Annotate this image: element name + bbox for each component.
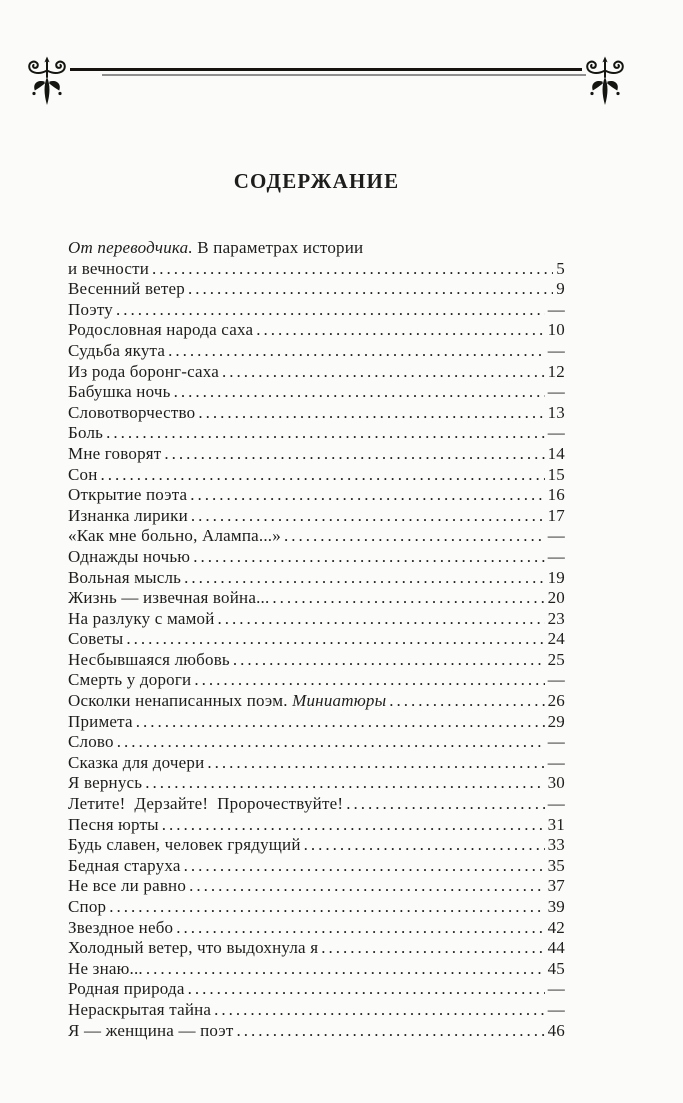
- toc-page-number: 16: [547, 485, 565, 505]
- toc-entry-title: Спор: [68, 897, 107, 916]
- toc-entry-title: Однажды ночью: [68, 546, 191, 566]
- toc-page-number: 13: [547, 402, 565, 422]
- toc-entry: [68, 753, 565, 774]
- toc-entry-title: Слово: [68, 732, 114, 752]
- toc-entry-title: Бедная старуха: [68, 855, 181, 875]
- toc-leader-dots: [152, 259, 553, 279]
- toc-page-number: 25: [547, 649, 565, 669]
- toc-entry-title: Смерть у дороги: [68, 670, 192, 690]
- toc-page-number: 31: [547, 814, 565, 834]
- toc-entry: [68, 650, 565, 671]
- toc-entry-title: Словотворчество: [68, 402, 196, 422]
- toc-entry: [68, 444, 565, 465]
- toc-page-number: 24: [547, 629, 565, 649]
- rule-shadow-line: [102, 74, 586, 76]
- toc-leader-dots: [136, 712, 545, 732]
- toc-page-number: 42: [547, 917, 565, 937]
- toc-entry-title: Летите! Дерзайте! Пророчествуйте!: [68, 794, 344, 814]
- toc-leader-dots: [214, 1000, 545, 1020]
- toc-page-number: 10: [547, 320, 565, 340]
- toc-entry: [68, 382, 565, 403]
- toc-leader-dots: [116, 300, 545, 320]
- toc-leader-dots: [188, 979, 545, 999]
- toc-entry: [68, 876, 565, 897]
- toc-entry-title: Бабушка ночь: [68, 382, 171, 402]
- toc-entry-title: Изнанка лирики: [68, 505, 188, 525]
- toc-leader-dots: [146, 959, 545, 979]
- header-rule: [70, 56, 582, 76]
- toc-entry: [68, 341, 565, 362]
- toc-page-number: 35: [547, 855, 565, 875]
- toc-page-number: 29: [547, 711, 565, 731]
- toc-page-number: —: [547, 546, 565, 566]
- toc-entry-title: Жизнь — извечная война...: [68, 588, 270, 608]
- toc-entry-title: Я — женщина — поэт: [68, 1020, 234, 1040]
- toc-leader-dots: [256, 320, 544, 340]
- toc-entry-title: Примета: [68, 711, 133, 731]
- toc-entry: [68, 938, 565, 959]
- header-ornament-bar: [24, 56, 628, 110]
- toc-leader-dots: [184, 568, 544, 588]
- toc-entry: [68, 465, 565, 486]
- toc-entry-title: и вечности: [68, 258, 150, 278]
- toc-leader-dots: [162, 815, 545, 835]
- toc-entry-title: Сон: [68, 464, 98, 484]
- toc-page-number: 12: [547, 361, 565, 381]
- toc-leader-dots: [145, 773, 544, 793]
- toc-entry: [68, 629, 565, 650]
- toc-leader-dots: [126, 629, 544, 649]
- toc-entry-title: Боль: [68, 423, 104, 443]
- toc-entry-title: Не знаю...: [68, 958, 143, 978]
- toc-leader-dots: [168, 341, 545, 361]
- toc-entry: [68, 897, 565, 918]
- toc-page-number: 39: [547, 897, 565, 916]
- toc-entry: [68, 568, 565, 589]
- toc-page-number: 30: [547, 773, 565, 793]
- toc-entry: [68, 588, 565, 609]
- page-title: СОДЕРЖАНИЕ: [233, 169, 400, 193]
- toc-leader-dots: [284, 526, 545, 546]
- toc-entry-title: Несбывшаяся любовь: [68, 649, 230, 669]
- toc-entry: [68, 959, 565, 980]
- toc-page-number: 20: [547, 588, 565, 608]
- toc-leader-dots: [109, 897, 544, 917]
- toc-entry: [68, 609, 565, 630]
- toc-entry: [68, 259, 565, 280]
- toc-page-number: 17: [547, 505, 565, 525]
- toc-page-number: 15: [547, 464, 565, 484]
- toc-entry: [68, 238, 565, 259]
- toc-entry-title: Сказка для дочери: [68, 752, 205, 772]
- toc-entry-title: Холодный ветер, что выдохнула я: [68, 938, 319, 958]
- toc-page-number: 9: [556, 279, 565, 299]
- toc-page-number: 33: [547, 835, 565, 855]
- toc-entry: [68, 279, 565, 300]
- toc-leader-dots: [191, 506, 545, 526]
- toc-leader-dots: [198, 403, 544, 423]
- toc-entry: [68, 547, 565, 568]
- toc-page-number: 5: [556, 258, 565, 278]
- toc-page-number: 23: [547, 608, 565, 628]
- toc-entry-title: Из рода боронг-саха: [68, 361, 219, 381]
- toc-page-number: 19: [547, 567, 565, 587]
- toc-entry-title: Будь славен, человек грядущий: [68, 835, 301, 855]
- toc-leader-dots: [106, 423, 545, 443]
- toc-entry-title: «Как мне больно, Алампа...»: [68, 526, 281, 546]
- toc-entry-title: Я вернусь: [68, 773, 143, 793]
- rule-line: [70, 68, 582, 71]
- toc-entry-title: От переводчика. В параметрах истории: [68, 238, 364, 257]
- toc-entry-title: На разлуку с мамой: [68, 608, 215, 628]
- toc-entry-title: Нераскрытая тайна: [68, 999, 212, 1019]
- toc-entry: [68, 815, 565, 836]
- toc-entry: [68, 670, 565, 691]
- toc-leader-dots: [188, 279, 553, 299]
- table-of-contents: [68, 238, 565, 1041]
- toc-entry-title: Родословная народа саха: [68, 320, 254, 340]
- toc-entry: [68, 979, 565, 1000]
- toc-page-number: —: [547, 999, 565, 1019]
- toc-page-number: —: [547, 423, 565, 443]
- toc-entry: [68, 712, 565, 733]
- toc-entry: [68, 485, 565, 506]
- toc-entry: [68, 794, 565, 815]
- toc-entry: [68, 300, 565, 321]
- toc-entry: [68, 320, 565, 341]
- toc-page-number: —: [547, 526, 565, 546]
- toc-leader-dots: [194, 670, 544, 690]
- toc-leader-dots: [101, 465, 545, 485]
- toc-entry-title: Осколки ненаписанных поэм. Миниатюры: [68, 691, 387, 711]
- toc-page-number: —: [547, 979, 565, 999]
- toc-entry-title: Поэту: [68, 299, 113, 319]
- toc-leader-dots: [389, 691, 544, 711]
- toc-leader-dots: [236, 1021, 544, 1041]
- toc-entry: [68, 732, 565, 753]
- toc-entry: [68, 423, 565, 444]
- toc-entry-title: Мне говорят: [68, 443, 162, 463]
- toc-entry: [68, 1021, 565, 1042]
- toc-leader-dots: [346, 794, 545, 814]
- toc-leader-dots: [222, 362, 545, 382]
- toc-leader-dots: [321, 938, 544, 958]
- toc-page-number: —: [547, 670, 565, 690]
- toc-page-number: —: [547, 382, 565, 402]
- toc-entry-title: Судьба якута: [68, 340, 166, 360]
- toc-page-number: 46: [547, 1020, 565, 1040]
- toc-entry: [68, 918, 565, 939]
- toc-leader-dots: [218, 609, 545, 629]
- floral-scroll-ornament-left-icon: [24, 56, 70, 110]
- toc-leader-dots: [304, 835, 545, 855]
- toc-entry: [68, 691, 565, 712]
- toc-entry-title: Не все ли равно: [68, 876, 187, 896]
- toc-page-number: —: [547, 794, 565, 814]
- toc-leader-dots: [189, 876, 545, 896]
- toc-leader-dots: [174, 382, 545, 402]
- toc-entry: [68, 1000, 565, 1021]
- toc-page-number: —: [547, 752, 565, 772]
- toc-entry-title: Советы: [68, 629, 124, 649]
- toc-entry-title: Открытие поэта: [68, 485, 188, 505]
- toc-entry-title: Звездное небо: [68, 917, 174, 937]
- toc-leader-dots: [117, 732, 545, 752]
- toc-entry: [68, 506, 565, 527]
- floral-scroll-ornament-right-icon: [582, 56, 628, 110]
- toc-entry-title: Весенний ветер: [68, 279, 185, 299]
- toc-page-number: 14: [547, 443, 565, 463]
- toc-entry: [68, 835, 565, 856]
- toc-page-number: 44: [547, 938, 565, 958]
- toc-entry: [68, 526, 565, 547]
- toc-leader-dots: [233, 650, 545, 670]
- toc-entry: [68, 403, 565, 424]
- toc-entry-title: Вольная мысль: [68, 567, 182, 587]
- toc-leader-dots: [164, 444, 544, 464]
- toc-leader-dots: [272, 588, 544, 608]
- toc-entry: [68, 362, 565, 383]
- toc-page-number: 45: [547, 958, 565, 978]
- toc-page-number: 26: [547, 691, 565, 711]
- toc-page-number: —: [547, 340, 565, 360]
- toc-entry: [68, 856, 565, 877]
- toc-entry-title: Родная природа: [68, 979, 185, 999]
- toc-entry-title: Песня юрты: [68, 814, 159, 834]
- toc-leader-dots: [193, 547, 545, 567]
- toc-entry: [68, 773, 565, 794]
- toc-leader-dots: [184, 856, 545, 876]
- toc-page-number: —: [547, 299, 565, 319]
- toc-leader-dots: [207, 753, 544, 773]
- toc-leader-dots: [190, 485, 544, 505]
- toc-leader-dots: [176, 918, 544, 938]
- toc-page-number: 37: [547, 876, 565, 896]
- toc-page-number: —: [547, 732, 565, 752]
